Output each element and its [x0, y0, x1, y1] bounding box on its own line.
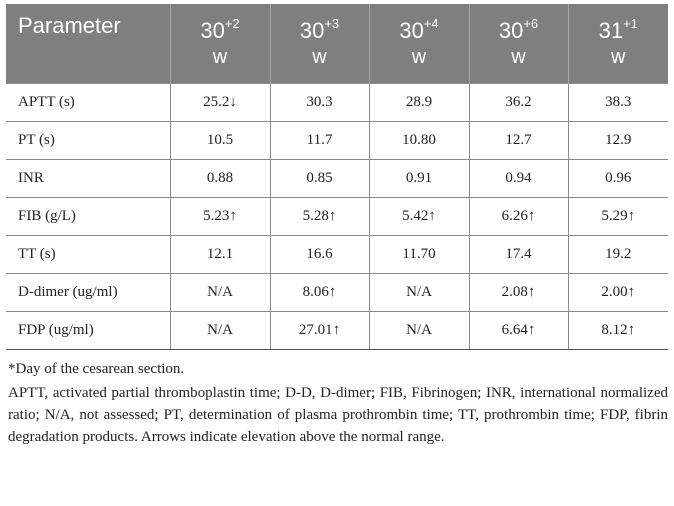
cell-value: N/A	[369, 274, 469, 312]
table-row	[6, 122, 668, 160]
row-label: PT (s)	[6, 122, 170, 160]
cell-value: 28.9	[369, 84, 469, 122]
row-label: APTT (s)	[6, 84, 170, 122]
header-week-2	[270, 4, 369, 84]
row-label: FDP (ug/ml)	[6, 312, 170, 350]
week-base: 30	[200, 17, 225, 43]
coagulation-table	[6, 4, 668, 350]
cell-value: 6.64↑	[469, 312, 568, 350]
week-sup: +1	[623, 15, 638, 31]
cell-value: 25.2↓	[170, 84, 270, 122]
cell-value: 11.70	[369, 236, 469, 274]
week-sup: +3	[324, 15, 340, 31]
cell-value: 5.29↑	[568, 198, 668, 236]
header-parameter: Parameter	[6, 4, 170, 84]
header-week-5	[568, 4, 668, 84]
cell-value: N/A	[369, 312, 469, 350]
header-week-3	[369, 4, 469, 84]
week-sup: +2	[224, 15, 240, 31]
cell-value: 0.85	[270, 160, 369, 198]
footnote-asterisk: *Day of the cesarean section.	[8, 361, 185, 377]
cell-value: N/A	[170, 312, 270, 350]
cell-value: 12.9	[568, 122, 668, 160]
cell-value: 12.1	[170, 236, 270, 274]
header-week-4	[469, 4, 568, 84]
week-base: 31	[598, 17, 624, 43]
week-unit: w	[611, 45, 626, 68]
week-base: 30	[399, 17, 424, 43]
cell-value: 0.88	[170, 160, 270, 198]
week-base: 30	[498, 17, 524, 43]
cell-value: 36.2	[469, 84, 568, 122]
cell-value: 30.3	[270, 84, 369, 122]
cell-value: 8.06↑	[270, 274, 369, 312]
cell-value: 5.42↑	[369, 198, 469, 236]
table-row	[6, 160, 668, 198]
cell-value: 8.12↑	[568, 312, 668, 350]
week-unit: w	[411, 45, 427, 68]
row-label: INR	[6, 160, 170, 198]
week-unit: w	[511, 45, 526, 68]
cell-value: 11.7	[270, 122, 369, 160]
row-label: D-dimer (ug/ml)	[6, 274, 170, 312]
cell-value: 12.7	[469, 122, 568, 160]
week-base: 30	[299, 17, 325, 43]
table-row	[6, 198, 668, 236]
cell-value: 17.4	[469, 236, 568, 274]
week-sup: +6	[523, 15, 539, 31]
cell-value: 2.00↑	[568, 274, 668, 312]
row-label: FIB (g/L)	[6, 198, 170, 236]
cell-value: 2.08↑	[469, 274, 568, 312]
table-row	[6, 274, 668, 312]
week-unit: w	[312, 45, 327, 68]
week-sup: +4	[423, 15, 439, 31]
header-week-1	[170, 4, 270, 84]
cell-value: 27.01↑	[270, 312, 369, 350]
cell-value: 16.6	[270, 236, 369, 274]
cell-value: 6.26↑	[469, 198, 568, 236]
cell-value: 5.28↑	[270, 198, 369, 236]
cell-value: N/A	[170, 274, 270, 312]
lab-table-container	[6, 4, 668, 450]
cell-value: 19.2	[568, 236, 668, 274]
row-label: TT (s)	[6, 236, 170, 274]
cell-value: 0.94	[469, 160, 568, 198]
cell-value: 10.5	[170, 122, 270, 160]
cell-value: 0.91	[369, 160, 469, 198]
cell-value: 10.80	[369, 122, 469, 160]
week-unit: w	[212, 45, 228, 68]
table-row	[6, 312, 668, 350]
cell-value: 5.23↑	[170, 198, 270, 236]
table-row	[6, 236, 668, 274]
table-header-row	[6, 4, 668, 84]
footnote-abbreviations: APTT, activated partial thromboplastin time; D-D, D-dimer; FIB, Fibrinogen; INR, international normalized ratio; N/A, not assessed; PT, determination of plasma prothrombin time; TT, prothrombin time; FDP, fibrin degradation products. Arrows indicate elevation above the normal range.	[8, 385, 668, 445]
cell-value: 38.3	[568, 84, 668, 122]
cell-value: 0.96	[568, 160, 668, 198]
table-row	[6, 84, 668, 122]
table-footnotes	[6, 358, 668, 448]
